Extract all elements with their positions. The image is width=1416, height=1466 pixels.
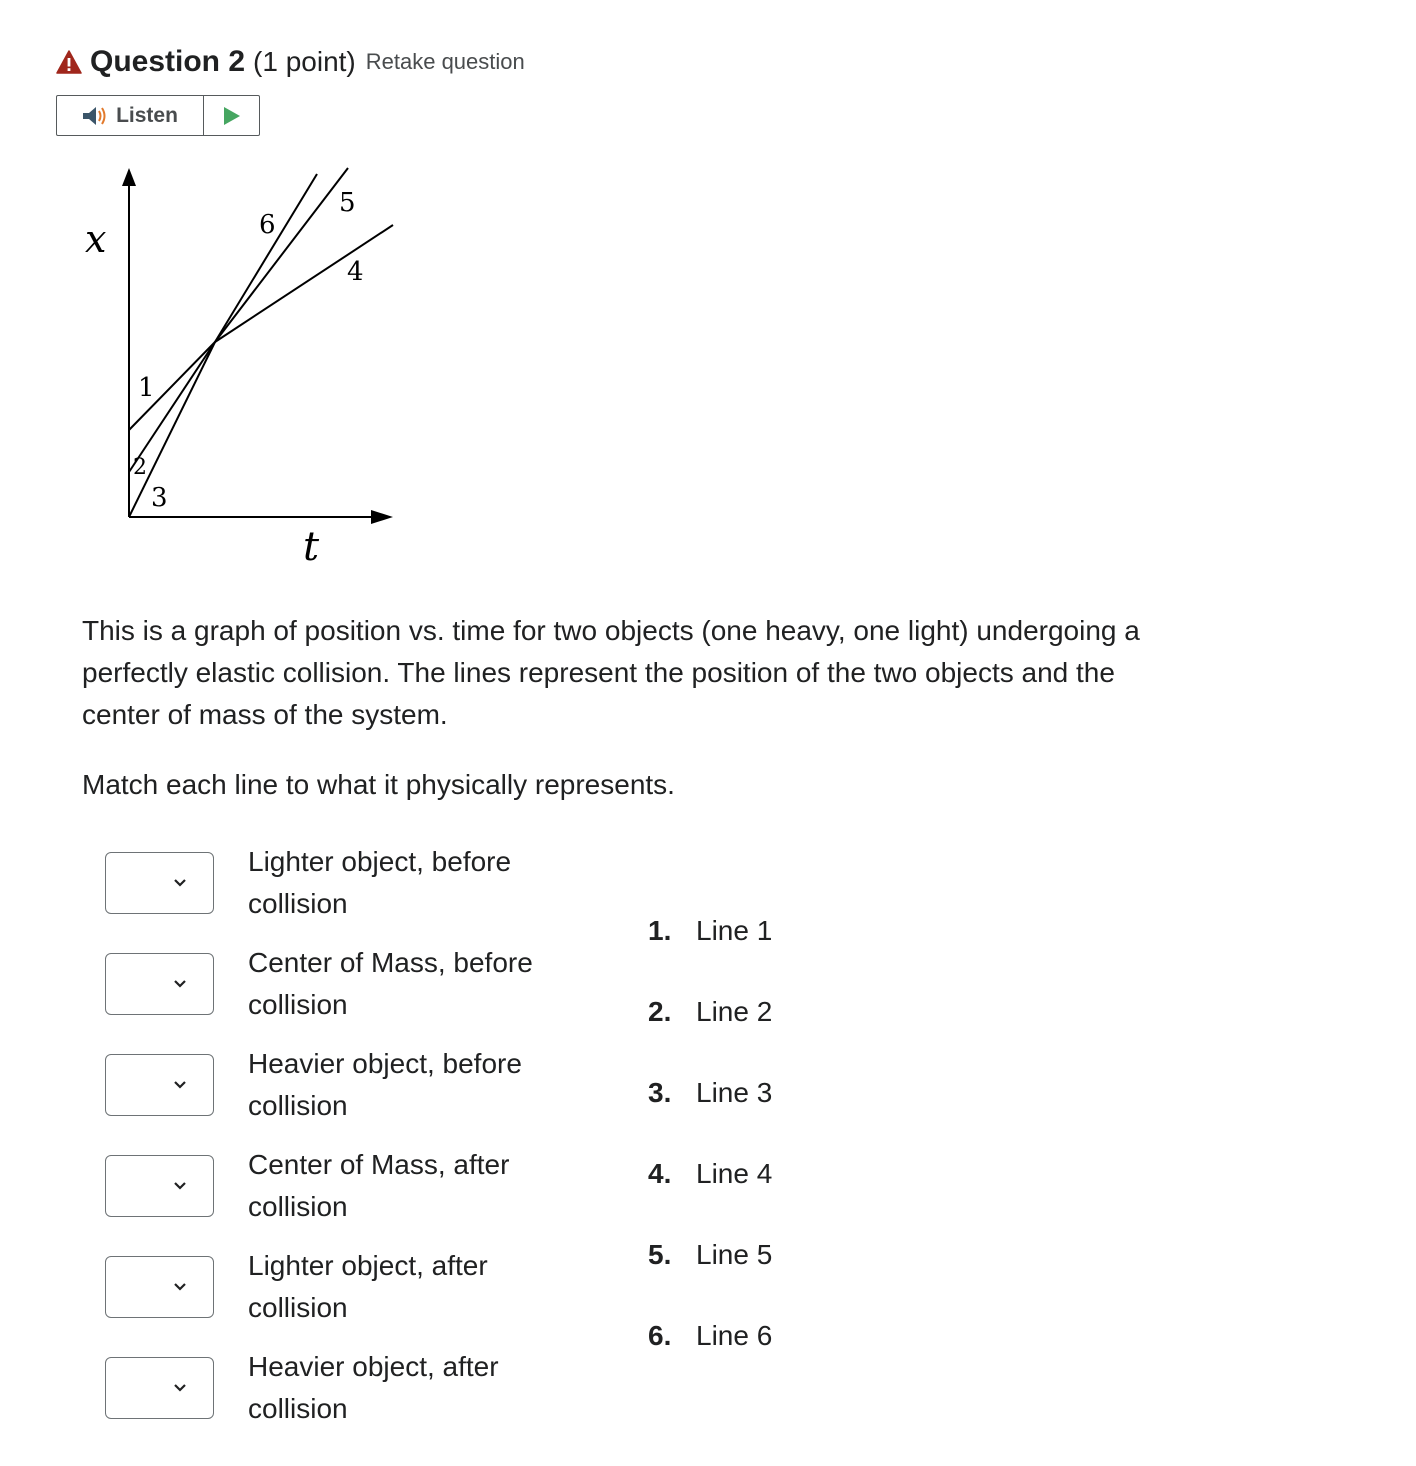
match-select-6[interactable] — [105, 1357, 214, 1419]
option-item — [648, 1320, 772, 1352]
option-text: Line 5 — [696, 1239, 773, 1270]
line-4 — [215, 225, 393, 342]
line-label-4: 4 — [347, 257, 364, 287]
line-3 — [129, 342, 215, 517]
option-item — [648, 1239, 772, 1271]
option-item — [648, 1158, 772, 1190]
line-label-5: 5 — [339, 188, 356, 218]
option-number: 2. — [648, 996, 672, 1027]
x-axis-arrowhead — [371, 510, 393, 524]
line-5 — [215, 168, 348, 342]
match-select-1[interactable] — [105, 852, 214, 914]
option-text: Line 1 — [696, 915, 773, 946]
option-text: Line 6 — [696, 1320, 773, 1351]
listen-label: Listen — [116, 103, 178, 127]
line-label-2: 2 — [133, 455, 147, 480]
line-label-3: 3 — [151, 483, 168, 513]
option-text: Line 3 — [696, 1077, 773, 1108]
option-number: 4. — [648, 1158, 672, 1189]
chevron-down-icon — [172, 976, 188, 992]
match-item-label-6: Heavier object, after collision — [248, 1351, 499, 1424]
match-item-label-3: Heavier object, before collision — [248, 1048, 522, 1121]
y-axis-label: x — [85, 217, 107, 261]
y-axis-arrowhead — [122, 168, 136, 186]
option-number: 5. — [648, 1239, 672, 1270]
line-label-1: 1 — [138, 373, 155, 403]
option-item — [648, 1077, 772, 1109]
match-select-4[interactable] — [105, 1155, 214, 1217]
chevron-down-icon — [172, 1380, 188, 1396]
match-select-3[interactable] — [105, 1054, 214, 1116]
match-item-label-4: Center of Mass, after collision — [248, 1149, 510, 1222]
chevron-down-icon — [172, 1279, 188, 1295]
question-points: (1 point) — [253, 46, 356, 77]
match-item-label-2: Center of Mass, before collision — [248, 947, 533, 1020]
chevron-down-icon — [172, 1077, 188, 1093]
option-item — [648, 915, 772, 947]
play-icon — [223, 106, 241, 126]
option-number: 1. — [648, 915, 672, 946]
question-instruction: Match each line to what it physically represents. — [82, 769, 675, 800]
question-title: Question 2 — [90, 45, 246, 78]
speaker-icon — [82, 105, 110, 127]
warning-triangle-icon — [56, 50, 82, 74]
listen-button[interactable] — [57, 96, 204, 135]
chevron-down-icon — [172, 1178, 188, 1194]
option-item — [648, 996, 772, 1028]
option-number: 3. — [648, 1077, 672, 1108]
retake-question-label: Retake question — [365, 49, 525, 74]
match-item-label-1: Lighter object, before collision — [248, 846, 512, 919]
position-time-graph — [75, 160, 405, 580]
match-select-5[interactable] — [105, 1256, 214, 1318]
line-2 — [129, 342, 215, 472]
x-axis-label: t — [303, 524, 320, 570]
question-description: This is a graph of position vs. time for two objects (one heavy, one light) undergoing a perfectly elastic collision. The lines represent the position of the two objects and the center of mass of the system. — [82, 615, 1140, 730]
question-header — [56, 40, 525, 84]
line-label-6: 6 — [259, 210, 276, 240]
option-text: Line 2 — [696, 996, 773, 1027]
option-text: Line 4 — [696, 1158, 773, 1189]
listen-control — [56, 95, 260, 136]
match-select-2[interactable] — [105, 953, 214, 1015]
play-button[interactable] — [204, 96, 259, 135]
chevron-down-icon — [172, 875, 188, 891]
line-6 — [215, 174, 317, 342]
option-number: 6. — [648, 1320, 672, 1351]
match-item-label-5: Lighter object, after collision — [248, 1250, 488, 1323]
